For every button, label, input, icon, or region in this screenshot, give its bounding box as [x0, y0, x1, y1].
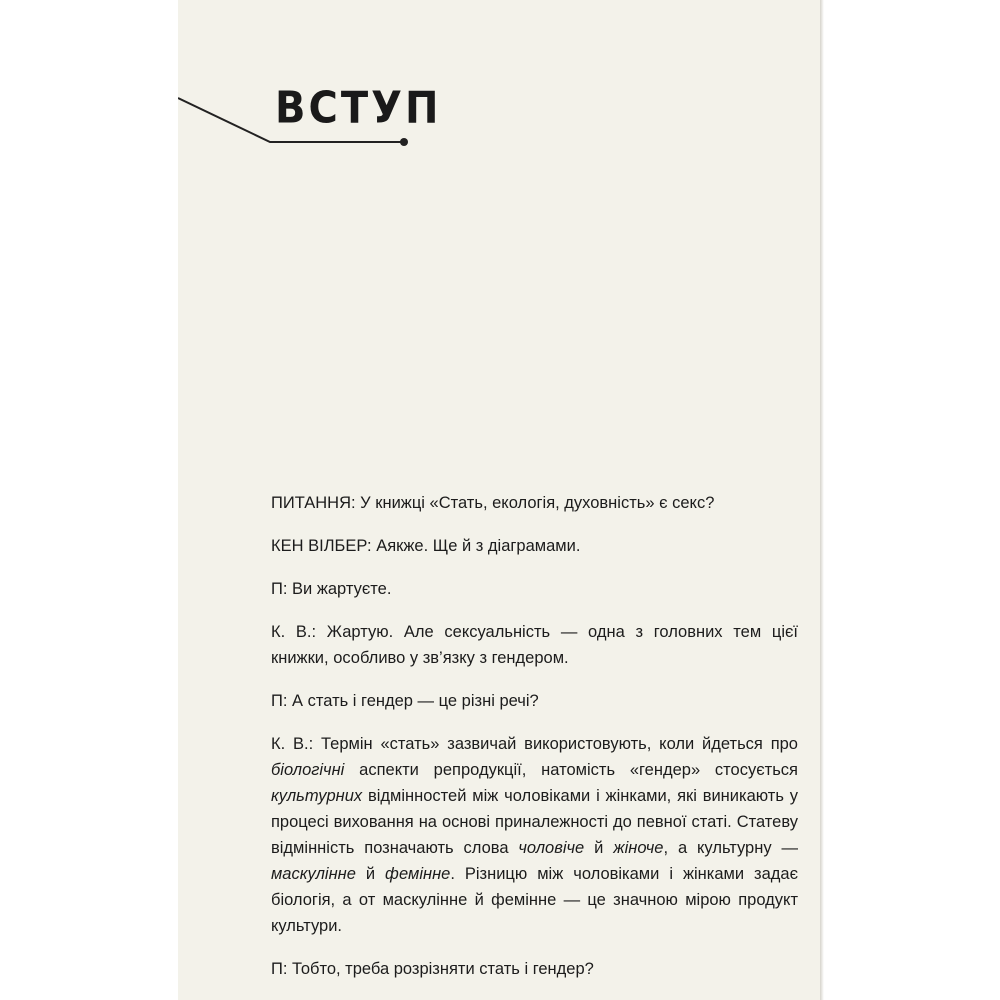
- paragraph-2: [271, 533, 798, 559]
- paragraph-text: Жартую. Але сексуальність — одна з головних тем цієї книжки, особливо у зв’язку з гендером.: [271, 623, 798, 667]
- dialogue-text: [271, 490, 798, 999]
- speaker-label: П:: [271, 692, 288, 710]
- speaker-label: ПИТАННЯ:: [271, 494, 356, 512]
- paragraph-text: й: [584, 839, 614, 857]
- paragraph-6: [271, 731, 798, 939]
- emphasis-text: чоловіче: [518, 839, 585, 857]
- paragraph-text: й: [355, 865, 386, 883]
- speaker-label: К. В.:: [271, 735, 314, 753]
- emphasis-text: фемінне: [385, 865, 451, 883]
- paragraph-text: А стать і гендер — це різні речі?: [287, 692, 539, 710]
- paragraph-7: [271, 956, 798, 982]
- speaker-label: П:: [271, 580, 288, 598]
- paragraph-text: аспекти репродукції, натомість «гендер» стосується: [344, 761, 798, 779]
- chapter-heading: [178, 80, 442, 160]
- paragraph-text: відмінностей між чоловіками і жінками, які виникають у процесі виховання на основі приналежності до певної статі. Статеву відмінність позначають слова: [271, 787, 798, 857]
- paragraph-3: [271, 576, 798, 602]
- speaker-label: К. В.:: [271, 623, 317, 641]
- speaker-label: П:: [271, 960, 288, 978]
- paragraph-text: . Різницю між чоловіками і жінками задає біологія, а от маскулінне й фемінне — це значною мірою продукт культури.: [271, 865, 798, 935]
- emphasis-text: культурних: [271, 787, 363, 805]
- paragraph-text: Ви жартуєте.: [287, 580, 392, 598]
- paragraph-text: Аякже. Ще й з діаграмами.: [371, 537, 581, 555]
- book-page: [178, 0, 820, 1000]
- page-edge: [820, 0, 824, 1000]
- paragraph-text: , а культурну —: [663, 839, 798, 857]
- speaker-label: КЕН ВІЛБЕР:: [271, 537, 372, 555]
- paragraph-5: [271, 688, 798, 714]
- emphasis-text: жіноче: [613, 839, 664, 857]
- paragraph-text: У книжці «Стать, екологія, духовність» є секс?: [355, 494, 715, 512]
- paragraph-text: Термін «стать» зазвичай використовують, коли йдеться про: [313, 735, 798, 753]
- emphasis-text: біологічні: [271, 761, 345, 779]
- paragraph-1: [271, 490, 798, 516]
- emphasis-text: маскулінне: [271, 865, 356, 883]
- paragraph-text: Тобто, треба розрізняти стать і гендер?: [287, 960, 594, 978]
- chapter-title: ВСТУП: [275, 82, 442, 134]
- paragraph-4: [271, 619, 798, 671]
